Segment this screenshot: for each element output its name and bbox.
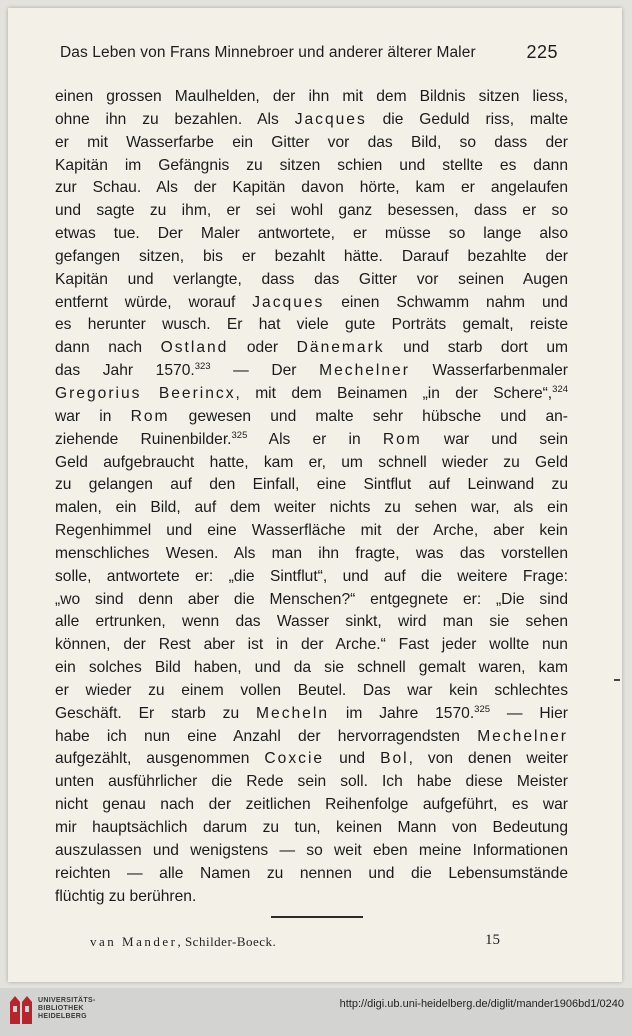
- spaced-name: Mechelner: [477, 727, 568, 745]
- signature-title: , Schilder-Boeck.: [177, 934, 277, 949]
- text-line: [55, 794, 568, 817]
- text-run: gewesen und malte sehr hübsche und an-: [169, 407, 568, 425]
- text-run: oder: [228, 339, 297, 357]
- spaced-name: Coxcie: [264, 750, 325, 768]
- text-line: [55, 520, 568, 543]
- text-line: [55, 726, 568, 749]
- margin-mark: [614, 679, 620, 681]
- text-run: etwas tue. Der Maler antwortete, er müsse so lange also: [55, 225, 568, 243]
- text-run: gefangen sitzen, bis er bezahlt hätte. Darauf bezahlte der: [55, 247, 568, 265]
- text-line: [55, 474, 568, 497]
- text-run: entfernt würde, worauf: [55, 293, 253, 311]
- text-run: Geschäft. Er starb zu: [55, 704, 257, 722]
- text-run: , von denen weiter: [408, 750, 568, 768]
- text-run: — Hier: [490, 704, 568, 722]
- library-line-2: BIBLIOTHEK: [38, 1005, 84, 1012]
- text-run: das Jahr 1570.: [55, 362, 195, 380]
- text-run: es herunter wusch. Er hat viele gute Porträts gemalt, reiste: [55, 316, 568, 334]
- text-run: Kapitän und verlangte, dass das Gitter vor seinen Augen: [55, 270, 568, 288]
- text-run: einen grossen Maulhelden, der ihn mit dem Bildnis sitzen liess,: [55, 88, 568, 105]
- text-run: war und sein: [421, 430, 569, 448]
- text-run: auszulassen und wenigstens — so weit eben meine Informationen: [55, 841, 568, 859]
- spaced-name: Gregorius Beerincx: [55, 384, 236, 402]
- text-line: [55, 292, 568, 315]
- text-line: [55, 634, 568, 657]
- section-rule: [271, 916, 363, 918]
- text-line: [55, 657, 568, 680]
- text-run: habe ich nun eine Anzahl der hervorragendsten: [55, 727, 478, 745]
- text-run: im Jahre 1570.: [329, 704, 475, 722]
- text-run: solle, antwortete er: „die Sintflut“, und auf die weitere Frage:: [55, 567, 568, 585]
- text-run: er mit Wasserfarbe ein Gitter vor das Bild, so dass der: [55, 133, 568, 151]
- text-run: war in: [55, 407, 131, 425]
- text-run: zur Schau. Als der Kapitän davon hörte, kam er angelaufen: [55, 179, 568, 197]
- text-line: [55, 132, 568, 155]
- text-run: alle ertrunken, wenn das Wasser sinkt, wird man sie sehen: [55, 613, 568, 631]
- text-run: „wo sind denn aber die Menschen?“ entgegnete er: „Die sind: [55, 590, 568, 608]
- text-run: er wieder zu einem vollen Beutel. Das war kein schlechtes: [55, 681, 568, 699]
- text-line: [55, 886, 568, 909]
- running-title: Das Leben von Frans Minnebroer und anderer älterer Maler: [60, 44, 476, 61]
- text-run: Regenhimmel und eine Wasserfläche mit der Arche, aber kein: [55, 522, 568, 540]
- text-line: [55, 314, 568, 337]
- footnote-ref: 324: [552, 383, 569, 395]
- text-line: [55, 155, 568, 178]
- spaced-name: Mechelner: [319, 362, 410, 380]
- signature-line: [90, 934, 276, 950]
- spaced-name: Ostland: [160, 339, 229, 357]
- spaced-name: Jacques: [294, 110, 367, 128]
- text-line: [55, 383, 568, 406]
- footnote-ref: 323: [194, 361, 211, 373]
- text-run: ohne ihn zu bezahlen. Als: [55, 110, 295, 128]
- text-run: ein solches Bild haben, und da sie schnell gemalt waren, kam: [55, 659, 568, 677]
- body-text: [55, 86, 568, 908]
- library-logo-icon[interactable]: [8, 994, 34, 1026]
- text-line: [55, 497, 568, 520]
- text-line: [55, 269, 568, 292]
- text-run: unten ausführlicher die Rede sein soll. Ich habe diese Meister: [55, 773, 568, 791]
- viewer-footer: [0, 988, 632, 1036]
- permalink-url[interactable]: http://digi.ub.uni-heidelberg.de/diglit/mander1906bd1/0240: [339, 998, 624, 1010]
- text-line: [55, 863, 568, 886]
- text-line: [55, 680, 568, 703]
- text-line: [55, 223, 568, 246]
- text-run: die Geduld riss, malte: [366, 110, 569, 128]
- footnote-ref: 325: [474, 703, 491, 715]
- text-line: [55, 817, 568, 840]
- text-line: [55, 703, 568, 726]
- text-run: dann nach: [55, 339, 161, 357]
- text-line: [55, 337, 568, 360]
- running-header: [60, 44, 558, 62]
- text-run: Als er in: [247, 430, 383, 448]
- spaced-name: Rom: [130, 407, 170, 425]
- text-line: [55, 748, 568, 771]
- text-line: [55, 246, 568, 269]
- spaced-name: Jacques: [252, 293, 325, 311]
- text-line: [55, 177, 568, 200]
- library-name[interactable]: [38, 997, 96, 1021]
- text-line: [55, 406, 568, 429]
- text-run: menschliches Wesen. Als man ihn fragte, was das vorstellen: [55, 544, 568, 562]
- text-line: [55, 200, 568, 223]
- footnote-ref: 325: [231, 429, 248, 441]
- text-run: zu gelangen auf den Einfall, eine Sintflut auf Leinwand zu: [55, 476, 568, 494]
- text-run: Geld aufgebraucht hatte, kam er, um schnell wieder zu Geld: [55, 453, 568, 471]
- library-line-1: UNIVERSITÄTS-: [38, 997, 96, 1004]
- text-line: [55, 543, 568, 566]
- text-run: können, der Rest aber ist in der Arche.“ Fast jeder wollte nun: [55, 636, 568, 654]
- text-run: und starb dort um: [384, 339, 568, 357]
- spaced-name: Mecheln: [256, 704, 329, 722]
- text-run: flüchtig zu berühren.: [55, 887, 197, 905]
- text-line: [55, 611, 568, 634]
- text-run: Wasserfarbenmaler: [409, 362, 569, 380]
- text-run: — Der: [210, 362, 320, 380]
- text-run: und sagte zu ihm, er sei wohl ganz besessen, dass er so: [55, 202, 568, 220]
- text-line: [55, 840, 568, 863]
- spaced-name: Bol: [380, 750, 409, 768]
- text-run: ziehende Ruinenbilder.: [55, 430, 232, 448]
- signature-author: van Mander: [90, 934, 178, 949]
- text-line: [55, 589, 568, 612]
- text-run: malen, ein Bild, auf dem weiter nichts zu sehen war, als ein: [55, 499, 568, 517]
- text-line: [55, 452, 568, 475]
- page-number: 225: [526, 42, 558, 62]
- text-line: [55, 566, 568, 589]
- text-line: [55, 771, 568, 794]
- text-run: nicht genau nach der zeitlichen Reihenfolge aufgeführt, es war: [55, 796, 568, 814]
- library-line-3: HEIDELBERG: [38, 1013, 87, 1020]
- text-run: , mit dem Beinamen „in der Schere“,: [235, 384, 553, 402]
- text-run: Kapitän im Gefängnis zu sitzen schien und stellte es dann: [55, 156, 568, 174]
- text-run: aufgezählt, ausgenommen: [55, 750, 265, 768]
- spaced-name: Dänemark: [296, 339, 385, 357]
- text-run: einen Schwamm nahm und: [324, 293, 568, 311]
- sheet-number: 15: [485, 932, 500, 948]
- text-run: reichten — alle Namen zu nennen und die Lebensumstände: [55, 864, 568, 882]
- text-line: [55, 429, 568, 452]
- text-run: mir hauptsächlich darum zu tun, keinen Mann von Bedeutung: [55, 819, 568, 836]
- spaced-name: Rom: [382, 430, 422, 448]
- text-line: [55, 109, 568, 132]
- text-line: [55, 86, 568, 109]
- text-line: [55, 360, 568, 383]
- text-run: und: [324, 750, 381, 768]
